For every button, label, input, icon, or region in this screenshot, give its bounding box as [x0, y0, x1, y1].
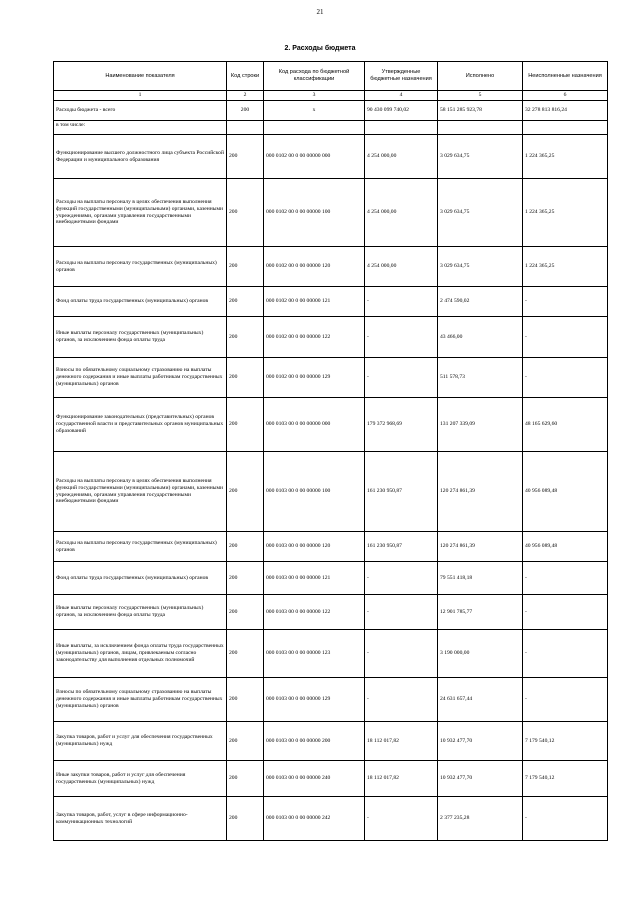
row-approved-cell: 4 254 000,00 [365, 247, 438, 287]
row-remaining-cell: - [523, 287, 608, 317]
row-remaining-cell: 1 224 365,25 [523, 179, 608, 247]
row-name-cell: Функционирование законодательных (представительных) органов государственной власти и представительных органов муниципальных образований [54, 398, 227, 452]
row-approved-cell: - [365, 678, 438, 722]
row-executed-cell: 43 466,00 [438, 317, 523, 358]
row-budget-code-cell: 000 0102 00 0 00 00000 122 [264, 317, 365, 358]
row-name-cell: Иные выплаты персоналу государственных (муниципальных) органов, за исключением фонда оплаты труда [54, 595, 227, 630]
row-line-code-cell: 200 [227, 562, 264, 595]
row-budget-code-cell: 000 0103 00 0 00 00000 200 [264, 722, 365, 761]
row-approved-cell: - [365, 287, 438, 317]
row-approved-cell: - [365, 630, 438, 678]
row-budget-code-cell: 000 0103 00 0 00 00000 242 [264, 797, 365, 841]
row-executed-cell: 131 207 339,09 [438, 398, 523, 452]
row-remaining-cell: - [523, 630, 608, 678]
header-remaining: Неисполненные назначения [523, 62, 608, 91]
row-line-code-cell: 200 [227, 287, 264, 317]
row-budget-code-cell: 000 0103 00 0 00 00000 120 [264, 532, 365, 562]
table-row [54, 532, 608, 562]
row-executed-cell: 10 932 477,70 [438, 761, 523, 797]
section-title: 2. Расходы бюджета [284, 45, 356, 52]
row-name-cell: Расходы на выплаты персоналу государственных (муниципальных) органов [54, 532, 227, 562]
row-name-cell: Расходы на выплаты персоналу в целях обеспечения выполнения функций государственными (муниципальными) органами, казенными учреждениями, органами управления государственными внебюджетными фондами [54, 179, 227, 247]
row-remaining-cell: - [523, 358, 608, 398]
row-remaining-cell: - [523, 797, 608, 841]
row-line-code-cell: 200 [227, 317, 264, 358]
row-name-cell: Взносы по обязательному социальному страхованию на выплаты денежного содержания и иные выплаты работникам государственных (муниципальных) органов [54, 358, 227, 398]
row-budget-code-cell: 000 0102 00 0 00 00000 129 [264, 358, 365, 398]
row-budget-code-cell: 000 0102 00 0 00 00000 000 [264, 135, 365, 179]
row-line-code-cell: 200 [227, 247, 264, 287]
header-approved: Утвержденные бюджетные назначения [365, 62, 438, 91]
row-name-cell: Фонд оплаты труда государственных (муниципальных) органов [54, 562, 227, 595]
column-number: 4 [365, 91, 438, 101]
row-executed-cell [438, 121, 523, 135]
table-row [54, 398, 608, 452]
row-line-code-cell: 200 [227, 532, 264, 562]
row-budget-code-cell: 000 0103 00 0 00 00000 122 [264, 595, 365, 630]
row-remaining-cell: 40 956 089,48 [523, 452, 608, 532]
row-line-code-cell: 200 [227, 722, 264, 761]
row-executed-cell: 511 578,73 [438, 358, 523, 398]
table-row [54, 761, 608, 797]
row-line-code-cell: 200 [227, 678, 264, 722]
row-executed-cell: 10 932 477,70 [438, 722, 523, 761]
row-budget-code-cell: 000 0102 00 0 00 00000 121 [264, 287, 365, 317]
row-line-code-cell: 200 [227, 595, 264, 630]
row-budget-code-cell: 000 0103 00 0 00 00000 100 [264, 452, 365, 532]
table-row [54, 722, 608, 761]
row-approved-cell: - [365, 317, 438, 358]
header-executed: Исполнено [438, 62, 523, 91]
table-row [54, 452, 608, 532]
row-remaining-cell: 7 179 540,12 [523, 761, 608, 797]
row-budget-code-cell: 000 0102 00 0 00 00000 100 [264, 179, 365, 247]
row-name-cell: Иные закупки товаров, работ и услуг для обеспечения государственных (муниципальных) нужд [54, 761, 227, 797]
row-budget-code-cell [264, 121, 365, 135]
row-line-code-cell: 200 [227, 101, 264, 121]
row-remaining-cell: 48 165 629,60 [523, 398, 608, 452]
row-line-code-cell: 200 [227, 761, 264, 797]
row-line-code-cell [227, 121, 264, 135]
column-number-row [54, 91, 608, 101]
column-number: 2 [227, 91, 264, 101]
row-remaining-cell: 40 956 089,48 [523, 532, 608, 562]
column-number: 5 [438, 91, 523, 101]
row-budget-code-cell: 000 0103 00 0 00 00000 129 [264, 678, 365, 722]
row-line-code-cell: 200 [227, 135, 264, 179]
row-name-cell: Расходы на выплаты персоналу государственных (муниципальных) органов [54, 247, 227, 287]
row-approved-cell: - [365, 562, 438, 595]
row-approved-cell: - [365, 595, 438, 630]
row-approved-cell: 90 430 099 740,02 [365, 101, 438, 121]
table-row [54, 135, 608, 179]
page-number: 21 [316, 8, 324, 16]
table-row [54, 562, 608, 595]
row-remaining-cell: 7 179 540,12 [523, 722, 608, 761]
row-remaining-cell: - [523, 678, 608, 722]
expenditure-table [53, 61, 608, 841]
row-executed-cell: 3 029 634,75 [438, 247, 523, 287]
header-line-code: Код строки [227, 62, 264, 91]
row-budget-code-cell: 000 0103 00 0 00 00000 121 [264, 562, 365, 595]
row-name-cell: Закупка товаров, работ, услуг в сфере информационно-коммуникационных технологий [54, 797, 227, 841]
row-approved-cell: 4 254 000,00 [365, 135, 438, 179]
table-row [54, 287, 608, 317]
row-budget-code-cell: 000 0103 00 0 00 00000 000 [264, 398, 365, 452]
row-budget-code-cell: x [264, 101, 365, 121]
row-executed-cell: 120 274 861,39 [438, 532, 523, 562]
row-remaining-cell: - [523, 562, 608, 595]
table-row [54, 317, 608, 358]
table-row [54, 101, 608, 121]
table-row [54, 678, 608, 722]
row-name-cell: Иные выплаты персоналу государственных (муниципальных) органов, за исключением фонда оплаты труда [54, 317, 227, 358]
row-line-code-cell: 200 [227, 358, 264, 398]
column-number: 6 [523, 91, 608, 101]
row-remaining-cell [523, 121, 608, 135]
row-name-cell: Взносы по обязательному социальному страхованию на выплаты денежного содержания и иные выплаты работникам государственных (муниципальных) органов [54, 678, 227, 722]
row-executed-cell: 2 377 235,28 [438, 797, 523, 841]
row-approved-cell: 179 372 968,69 [365, 398, 438, 452]
row-approved-cell: 4 254 000,00 [365, 179, 438, 247]
row-remaining-cell: 1 224 365,25 [523, 247, 608, 287]
row-name-cell: в том числе: [54, 121, 227, 135]
row-executed-cell: 3 029 634,75 [438, 179, 523, 247]
column-number: 3 [264, 91, 365, 101]
row-name-cell: Иные выплаты, за исключением фонда оплаты труда государственных (муниципальных) органов, лицам, привлекаемым согласно законодательству для выполнения отдельных полномочий [54, 630, 227, 678]
row-name-cell: Закупка товаров, работ и услуг для обеспечения государственных (муниципальных) нужд [54, 722, 227, 761]
row-line-code-cell: 200 [227, 452, 264, 532]
row-approved-cell: 161 230 950,87 [365, 532, 438, 562]
row-approved-cell: - [365, 797, 438, 841]
table-row [54, 358, 608, 398]
row-line-code-cell: 200 [227, 398, 264, 452]
row-executed-cell: 12 901 785,77 [438, 595, 523, 630]
header-budget-code: Код расхода по бюджетной классификации [264, 62, 365, 91]
row-name-cell: Фонд оплаты труда государственных (муниципальных) органов [54, 287, 227, 317]
row-executed-cell: 120 274 861,39 [438, 452, 523, 532]
row-line-code-cell: 200 [227, 179, 264, 247]
header-name: Наименование показателя [54, 62, 227, 91]
row-approved-cell: 18 112 017,82 [365, 761, 438, 797]
row-approved-cell: 161 230 950,87 [365, 452, 438, 532]
row-budget-code-cell: 000 0103 00 0 00 00000 123 [264, 630, 365, 678]
row-executed-cell: 3 190 000,00 [438, 630, 523, 678]
row-executed-cell: 24 631 657,44 [438, 678, 523, 722]
table-row [54, 179, 608, 247]
row-budget-code-cell: 000 0102 00 0 00 00000 120 [264, 247, 365, 287]
row-remaining-cell: - [523, 595, 608, 630]
table-row [54, 797, 608, 841]
row-approved-cell: 18 112 017,82 [365, 722, 438, 761]
table-row [54, 247, 608, 287]
row-budget-code-cell: 000 0103 00 0 00 00000 240 [264, 761, 365, 797]
row-line-code-cell: 200 [227, 630, 264, 678]
row-approved-cell: - [365, 358, 438, 398]
row-executed-cell: 79 551 418,18 [438, 562, 523, 595]
table-row [54, 595, 608, 630]
row-executed-cell: 3 029 634,75 [438, 135, 523, 179]
row-approved-cell [365, 121, 438, 135]
row-remaining-cell: - [523, 317, 608, 358]
row-name-cell: Функционирование высшего должностного лица субъекта Российской Федерации и муниципального образования [54, 135, 227, 179]
row-executed-cell: 58 151 285 923,78 [438, 101, 523, 121]
table-row [54, 121, 608, 135]
row-executed-cell: 2 474 590,02 [438, 287, 523, 317]
row-line-code-cell: 200 [227, 797, 264, 841]
table-row [54, 630, 608, 678]
row-name-cell: Расходы на выплаты персоналу в целях обеспечения выполнения функций государственными (муниципальными) органами, казенными учреждениями, органами управления государственными внебюджетными фондами [54, 452, 227, 532]
table-header-row [54, 62, 608, 91]
row-remaining-cell: 32 278 813 816,24 [523, 101, 608, 121]
row-remaining-cell: 1 224 365,25 [523, 135, 608, 179]
row-name-cell: Расходы бюджета - всего [54, 101, 227, 121]
column-number: 1 [54, 91, 227, 101]
